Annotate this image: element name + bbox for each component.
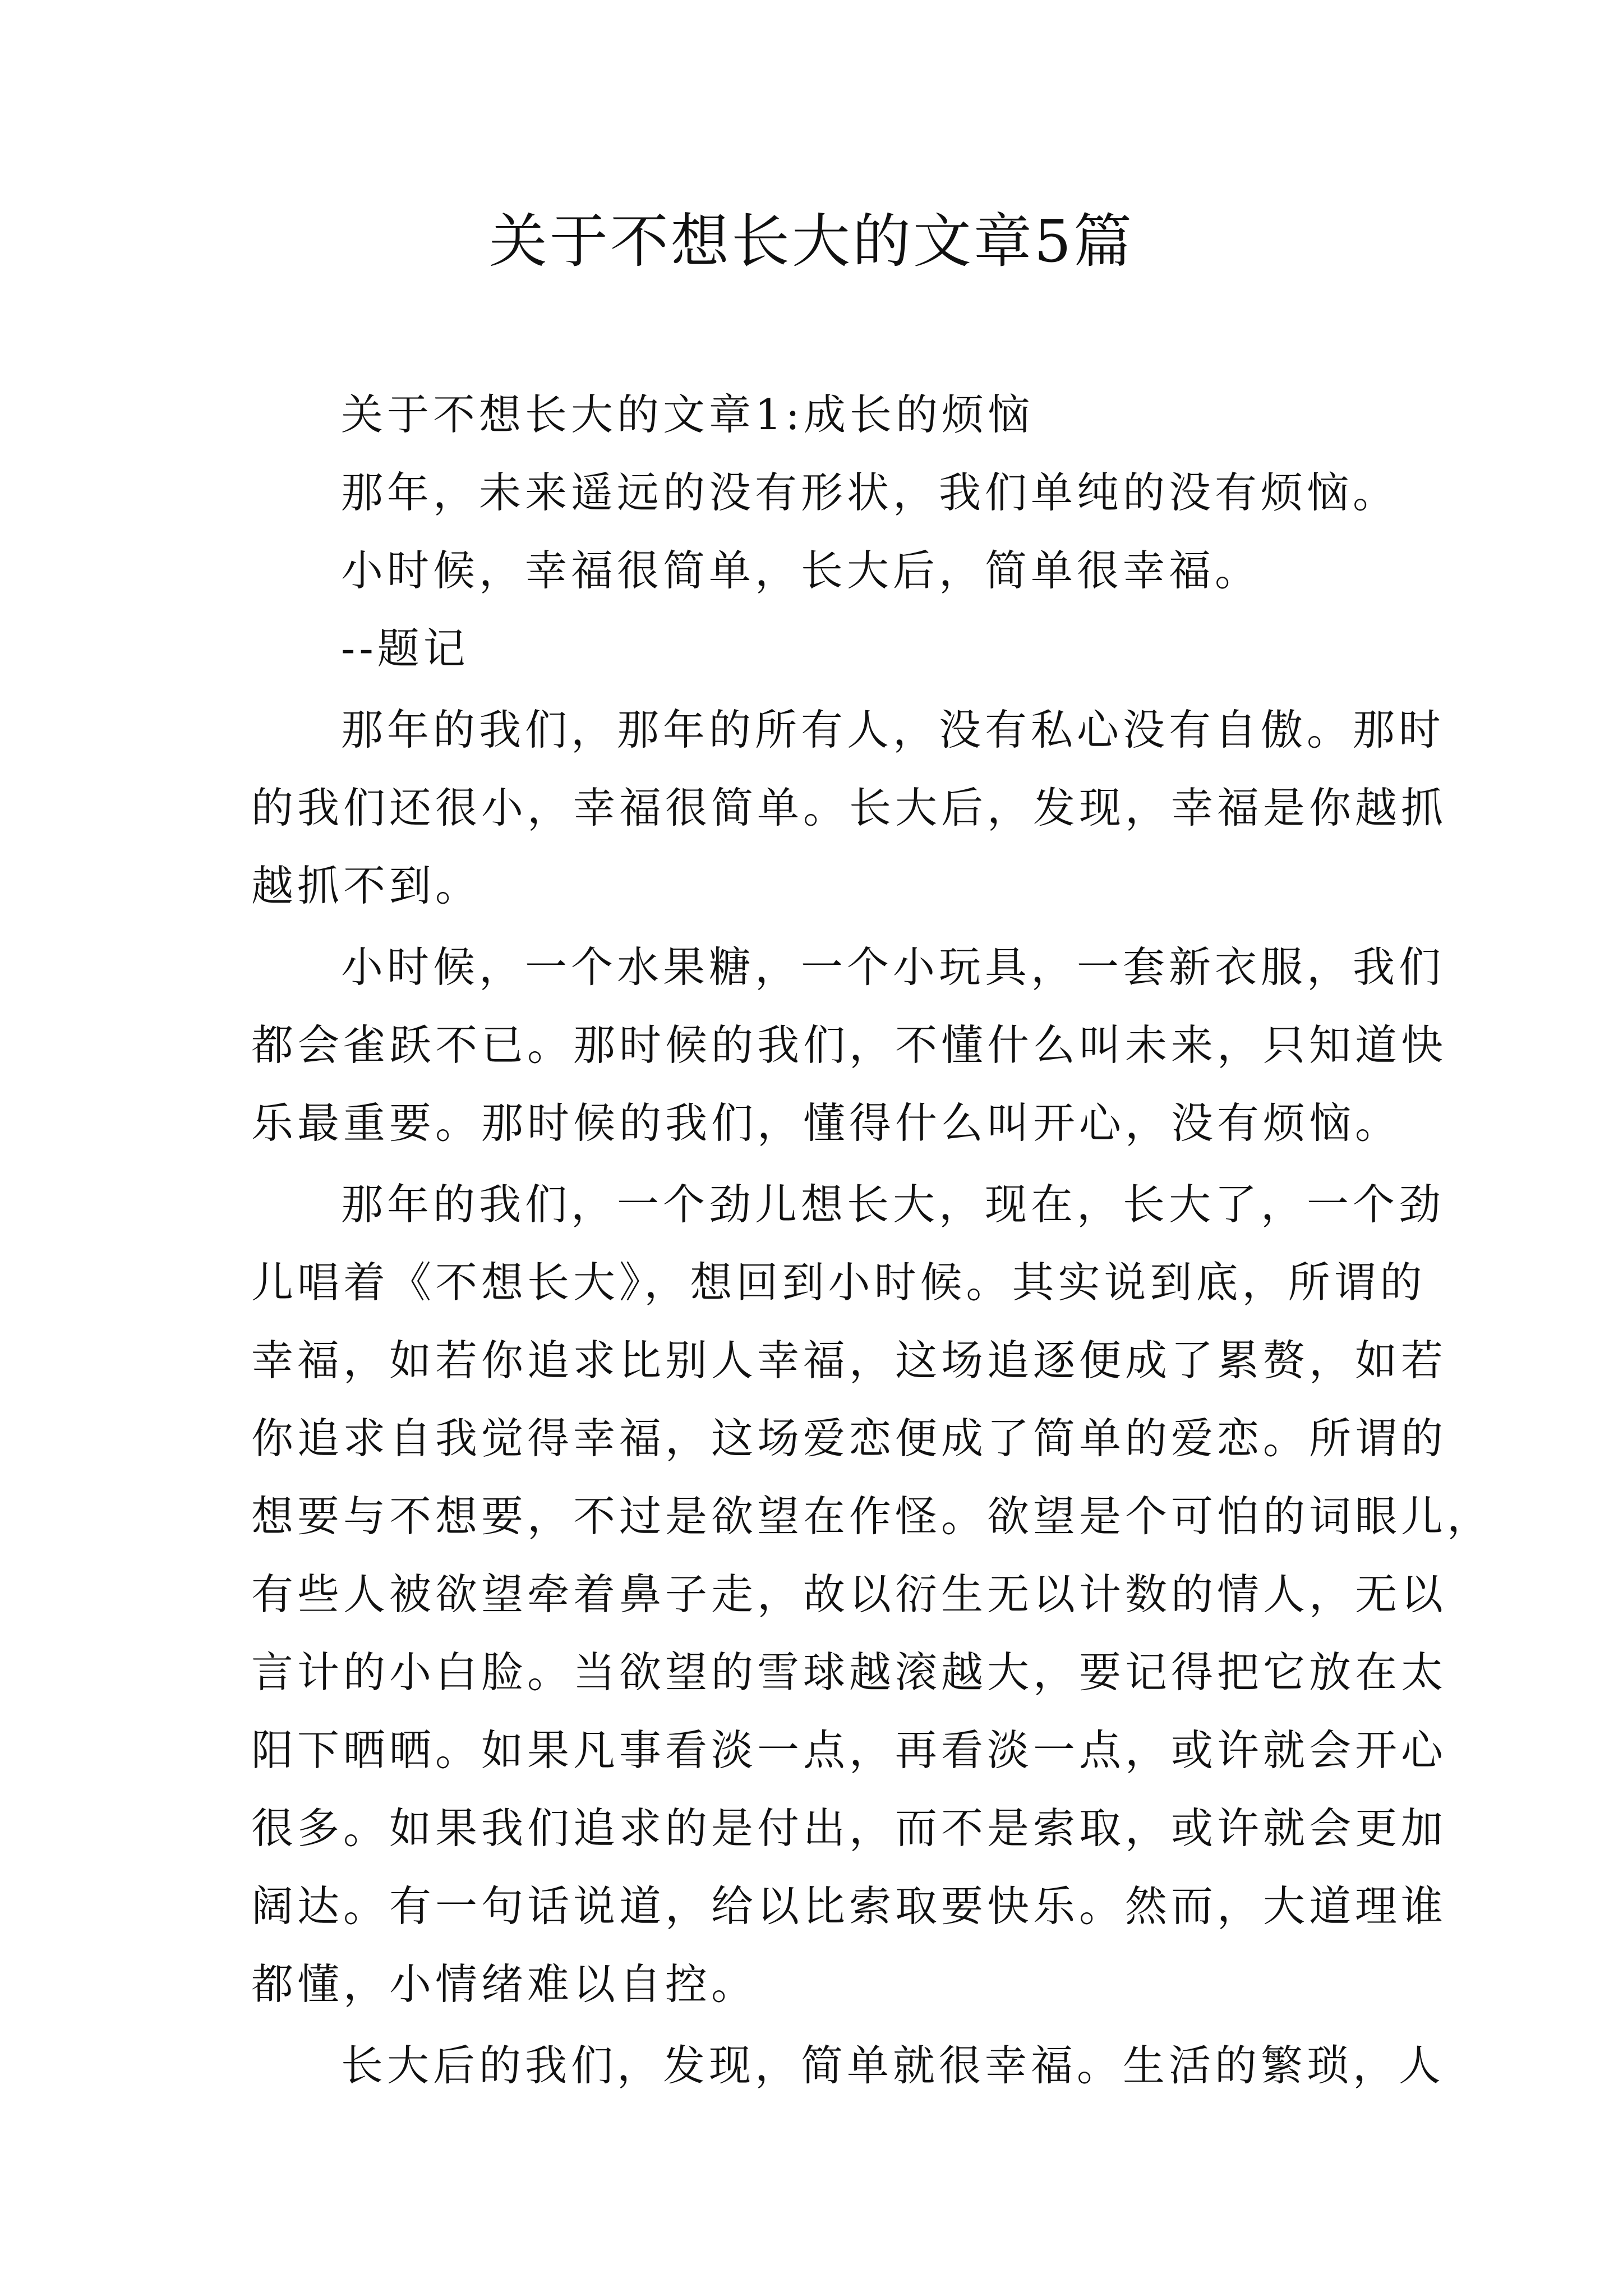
- paragraph-line: 都会雀跃不已。那时候的我们，不懂什么叫未来，只知道快: [251, 1020, 1447, 1070]
- paragraph-line: 那年，未来遥远的没有形状，我们单纯的没有烦恼。: [341, 468, 1399, 517]
- paragraph-line: 越抓不到。: [251, 861, 482, 910]
- paragraph-line: 都懂，小情绪难以自控。: [251, 1959, 758, 2009]
- paragraph-line: 阔达。有一句话说道，给以比索取要快乐。然而，大道理谁: [251, 1881, 1447, 1931]
- paragraph-line: 很多。如果我们追求的是付出，而不是索取，或许就会更加: [251, 1803, 1447, 1853]
- paragraph-line: 小时候，一个水果糖，一个小玩具，一套新衣服，我们: [341, 942, 1445, 992]
- epigraph-note: --题记: [341, 624, 469, 673]
- paragraph-line: 想要与不想要，不过是欲望在作怪。欲望是个可怕的词眼儿，: [251, 1492, 1493, 1541]
- paragraph-line: 那年的我们，一个劲儿想长大，现在，长大了，一个劲: [341, 1180, 1445, 1229]
- paragraph-line: 幸福，如若你追求比别人幸福，这场追逐便成了累赘，如若: [251, 1336, 1447, 1385]
- paragraph-line: 的我们还很小，幸福很简单。长大后，发现，幸福是你越抓: [251, 783, 1447, 832]
- paragraph-line: 那年的我们，那年的所有人，没有私心没有自傲。那时: [341, 705, 1445, 754]
- section-heading: 关于不想长大的文章1:成长的烦恼: [341, 390, 1034, 439]
- paragraph-line: 乐最重要。那时候的我们，懂得什么叫开心，没有烦恼。: [251, 1098, 1401, 1148]
- paragraph-line: 小时候，幸福很简单，长大后，简单很幸福。: [341, 546, 1261, 595]
- paragraph-line: 长大后的我们，发现，简单就很幸福。生活的繁琐，人: [341, 2041, 1445, 2090]
- paragraph-line: 阳下晒晒。如果凡事看淡一点，再看淡一点，或许就会开心: [251, 1726, 1447, 1775]
- document-body: [251, 376, 1493, 2105]
- document-title: 关于不想长大的文章5篇: [488, 207, 1135, 275]
- paragraph-line: 儿唱着《不想长大》，想回到小时候。其实说到底，所谓的: [251, 1258, 1426, 1307]
- paragraph-line: 言计的小白脸。当欲望的雪球越滚越大，要记得把它放在太: [251, 1648, 1447, 1697]
- paragraph-line: 你追求自我觉得幸福，这场爱恋便成了简单的爱恋。所谓的: [251, 1414, 1447, 1463]
- paragraph-line: 有些人被欲望牵着鼻子走，故以衍生无以计数的情人，无以: [251, 1570, 1447, 1619]
